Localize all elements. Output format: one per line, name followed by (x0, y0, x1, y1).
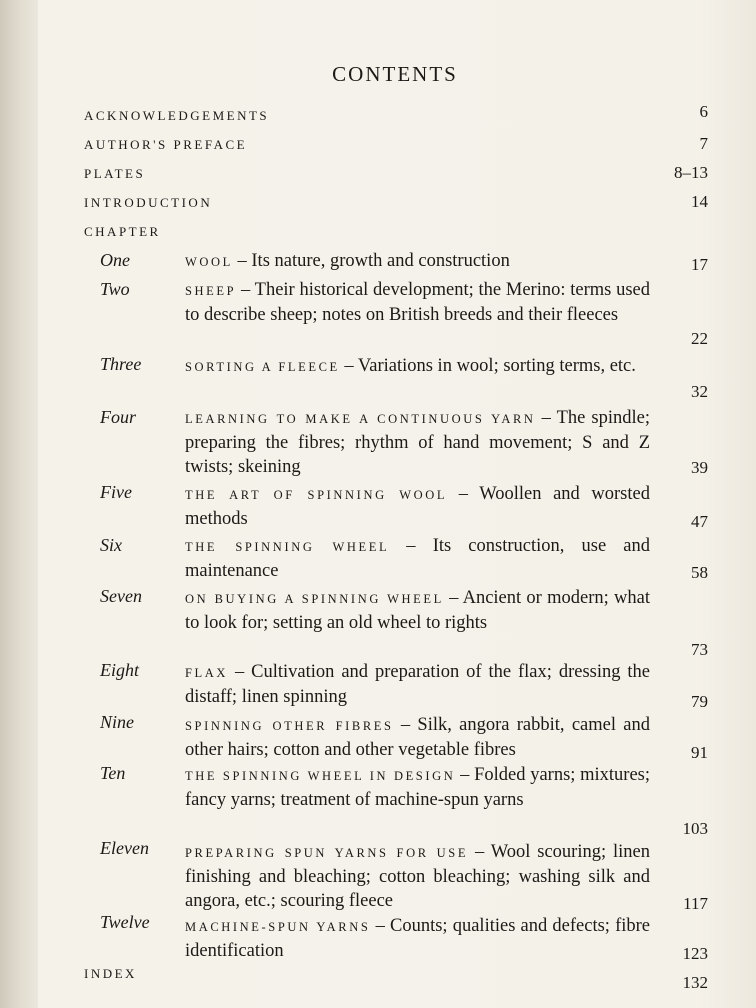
chapter-number: Eight (100, 660, 139, 680)
front-matter-page: 8–13 (674, 163, 708, 182)
chapter-entry: THE SPINNING WHEEL – Its construction, use and maintenance (185, 536, 650, 581)
chapter-entry: LEARNING TO MAKE A CONTINUOUS YARN – The spindle; preparing the fibres; rhythm of hand movement; S and Z twists; skeining (185, 408, 651, 477)
front-matter-page: 14 (691, 192, 708, 211)
chapter-page: 17 (691, 255, 708, 274)
chapter-description: Its nature, growth and construction (251, 251, 510, 271)
front-matter-label: INTRODUCTION (84, 195, 213, 210)
chapter-page: 22 (691, 329, 708, 348)
chapter-entry: THE SPINNING WHEEL IN DESIGN – Folded yarns; mixtures; fancy yarns; treatment of machine-spun yarns (185, 765, 651, 810)
contents-title: CONTENTS (332, 62, 458, 86)
chapter-description: Its construction, use and maintenance (185, 536, 650, 581)
chapter-page: 91 (691, 743, 708, 762)
chapter-number: Twelve (100, 912, 150, 932)
chapter-description: Silk, angora rabbit, camel and other hairs; cotton and other vegetable fibres (185, 715, 650, 760)
chapter-number: Four (100, 407, 136, 427)
chapter-title: THE ART OF SPINNING WOOL (185, 488, 448, 502)
chapter-page: 73 (691, 640, 708, 659)
chapter-page: 32 (691, 382, 708, 401)
chapter-description: Woollen and worsted methods (185, 484, 650, 529)
chapter-number: Five (100, 482, 132, 502)
chapter-page: 117 (683, 894, 708, 913)
chapter-description: The spindle; preparing the fibres; rhythm of hand movement; S and Z twists; skeining (185, 408, 651, 477)
chapter-entry: FLAX – Cultivation and preparation of the flax; dressing the distaff; linen spinning (185, 662, 651, 707)
front-matter-page: 6 (699, 102, 708, 121)
chapter-title: ON BUYING A SPINNING WHEEL (185, 592, 444, 606)
chapter-heading: CHAPTER (84, 224, 161, 239)
chapter-number: Eleven (100, 838, 149, 858)
chapter-title: THE SPINNING WHEEL (185, 540, 390, 554)
front-matter-label: AUTHOR'S PREFACE (84, 137, 248, 152)
chapter-page: 58 (691, 563, 708, 582)
chapter-description: Their historical development; the Merino: terms used to describe sheep; notes on British breeds and their fleeces (185, 280, 650, 325)
index-label: INDEX (84, 966, 137, 981)
chapter-title: SHEEP (185, 284, 237, 298)
chapter-title: THE SPINNING WHEEL IN DESIGN (185, 769, 456, 783)
chapter-entry: SHEEP – Their historical development; the Merino: terms used to describe sheep; notes on British breeds and their fleeces (185, 280, 650, 325)
chapter-entry: THE ART OF SPINNING WOOL – Woollen and worsted methods (185, 484, 650, 529)
chapter-description: Folded yarns; mixtures; fancy yarns; treatment of machine-spun yarns (185, 765, 651, 810)
chapter-entry: WOOL – Its nature, growth and construction (185, 251, 510, 271)
chapter-description: Counts; qualities and defects; fibre identification (185, 916, 651, 961)
chapter-entry: PREPARING SPUN YARNS FOR USE – Wool scouring; linen finishing and bleaching; cotton bleaching; washing silk and angora, etc.; scouring fleece (185, 842, 650, 911)
chapter-page: 103 (682, 819, 708, 838)
index-page: 132 (682, 973, 708, 992)
chapter-title: WOOL (185, 255, 233, 269)
chapter-number: Six (100, 535, 122, 555)
chapter-number: Nine (100, 712, 134, 732)
chapter-entry: SPINNING OTHER FIBRES – Silk, angora rabbit, camel and other hairs; cotton and other vegetable fibres (185, 715, 650, 760)
chapter-number: Seven (100, 586, 142, 606)
chapter-page: 47 (691, 512, 708, 531)
chapter-number: Two (100, 279, 130, 299)
chapter-page: 79 (691, 692, 708, 711)
chapter-entry: MACHINE-SPUN YARNS – Counts; qualities and defects; fibre identification (185, 916, 651, 961)
front-matter-label: PLATES (84, 166, 146, 181)
chapter-title: SORTING A FLEECE (185, 360, 340, 374)
chapter-title: PREPARING SPUN YARNS FOR USE (185, 846, 469, 860)
chapter-title: SPINNING OTHER FIBRES (185, 719, 394, 733)
chapter-number: Three (100, 354, 142, 374)
chapter-description: Ancient or modern; what to look for; setting an old wheel to rights (185, 588, 650, 633)
chapter-description: Variations in wool; sorting terms, etc. (357, 356, 636, 376)
page-gutter (0, 0, 38, 1008)
front-matter-page: 7 (699, 134, 708, 153)
chapter-page: 123 (682, 944, 708, 963)
chapter-title: FLAX (185, 666, 229, 680)
chapter-title: MACHINE-SPUN YARNS (185, 920, 371, 934)
chapter-number: One (100, 250, 130, 270)
chapter-number: Ten (100, 763, 126, 783)
chapter-entry: ON BUYING A SPINNING WHEEL – Ancient or modern; what to look for; setting an old wheel to rights (185, 588, 650, 633)
front-matter-label: ACKNOWLEDGEMENTS (84, 108, 270, 123)
chapter-title: LEARNING TO MAKE A CONTINUOUS YARN (185, 412, 536, 426)
chapter-page: 39 (691, 458, 708, 477)
chapter-entry: SORTING A FLEECE – Variations in wool; sorting terms, etc. (185, 356, 636, 376)
chapter-description: Wool scouring; linen finishing and bleaching; cotton bleaching; washing silk and angora, etc.; scouring fleece (185, 842, 650, 911)
chapter-description: Cultivation and preparation of the flax; dressing the distaff; linen spinning (185, 662, 651, 707)
